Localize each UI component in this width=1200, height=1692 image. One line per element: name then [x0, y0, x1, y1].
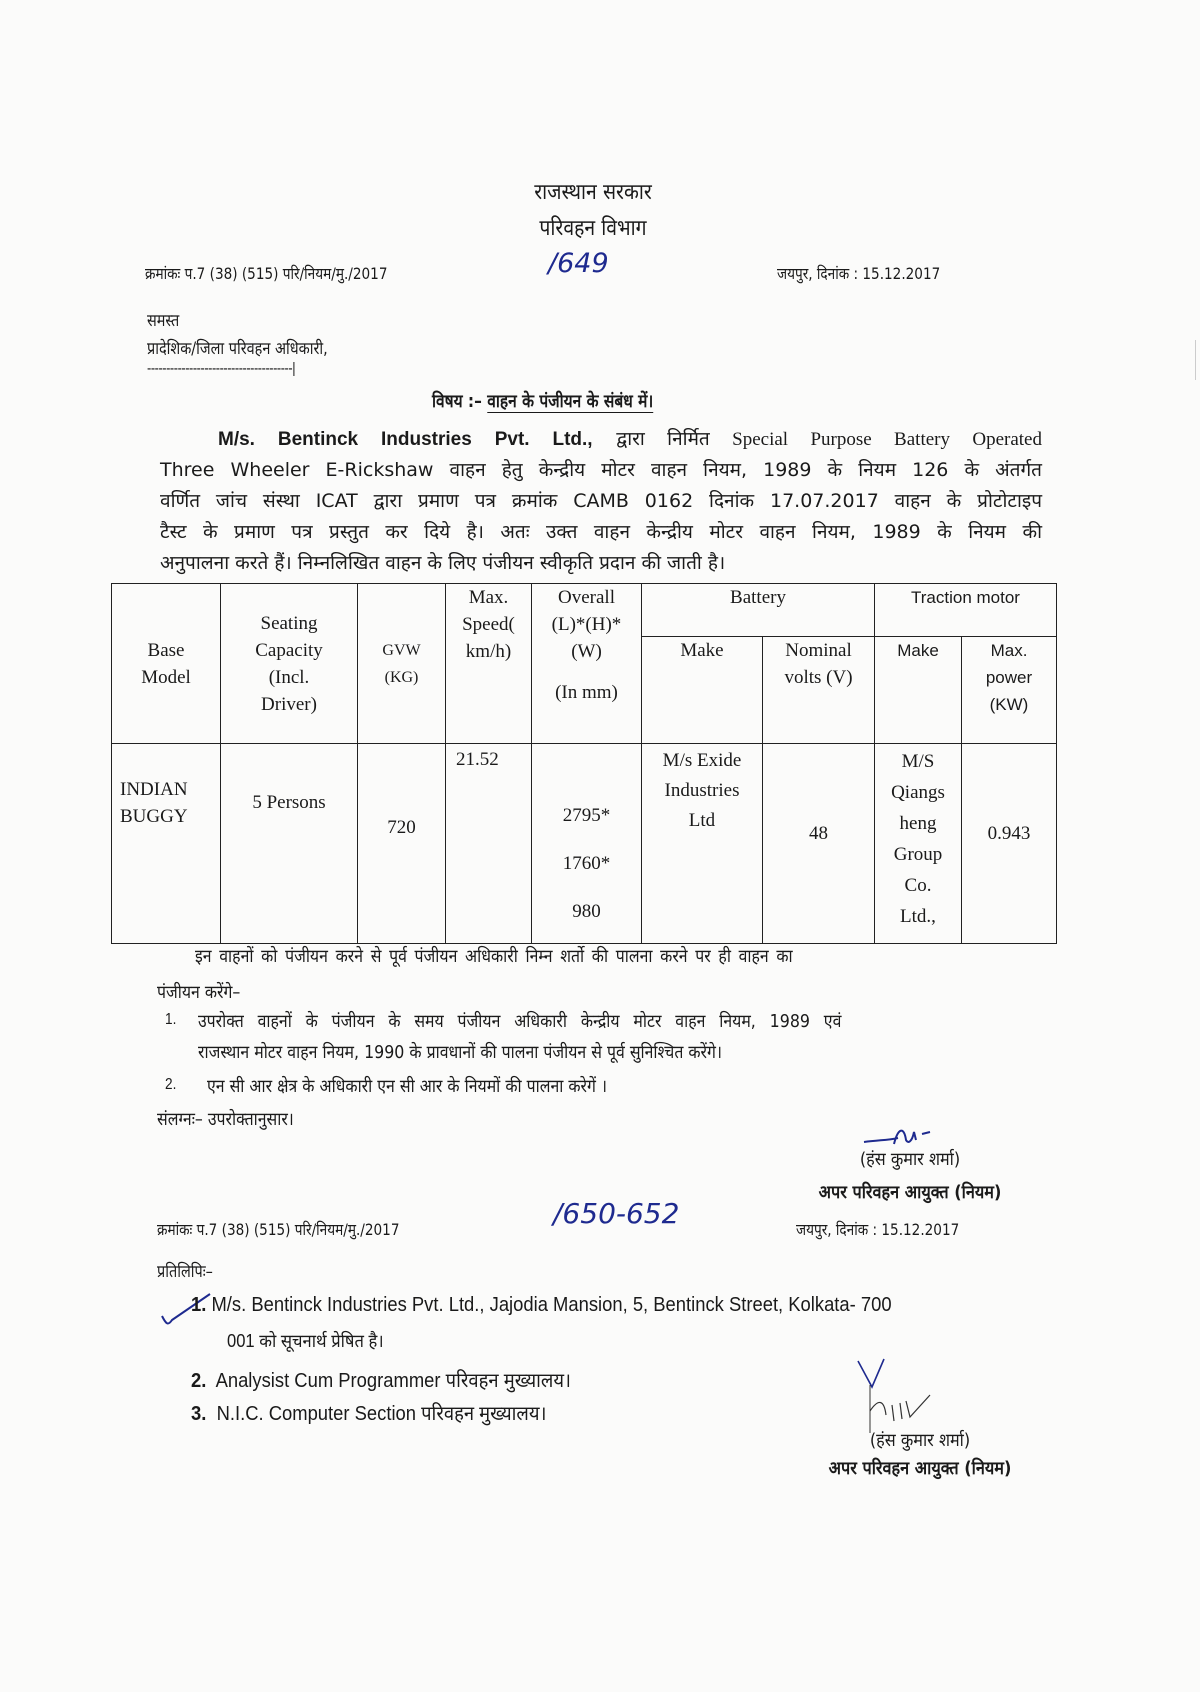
addressee-blank-line: --------------------------------------|: [147, 360, 296, 377]
company-name: M/s. Bentinck Industries Pvt. Ltd.,: [218, 429, 593, 450]
copy-item-1-number: 1.: [191, 1294, 207, 1316]
condition-2-number: 2.: [165, 1076, 177, 1093]
cell-base-model: INDIAN BUGGY: [112, 744, 221, 944]
cell-overall: 2795* 1760* 980: [532, 744, 642, 944]
copy-item-2: [191, 1366, 571, 1393]
cell-traction-make: M/S Qiangs heng Group Co. Ltd.,: [875, 744, 962, 944]
header-overall-dimensions: Overall (L)*(H)* (W) (In mm): [532, 584, 642, 744]
signature-scribble-1: [860, 1120, 950, 1150]
condition-1-number: 1.: [165, 1011, 177, 1028]
signatory-name-2: (हंस कुमार शर्मा): [869, 1430, 971, 1451]
header-battery: Battery: [642, 584, 875, 637]
scan-edge-mark: [1195, 340, 1196, 380]
place-date-2: जयपुर, दिनांक : 15.12.2017: [796, 1220, 960, 1239]
header-battery-make: Make: [642, 637, 763, 744]
cell-max-speed: 21.52: [446, 744, 532, 944]
main-paragraph: [160, 424, 1042, 579]
handwritten-dispatch-number-2: /650-652: [553, 1197, 680, 1230]
copy-item-1-line-1: M/s. Bentinck Industries Pvt. Ltd., Jajodia Mansion, 5, Bentinck Street, Kolkata- 700: [211, 1294, 892, 1316]
vehicle-spec-table: [111, 583, 1057, 944]
place-date: जयपुर, दिनांक : 15.12.2017: [777, 264, 941, 283]
paragraph-line: टैस्ट के प्रमाण पत्र प्रस्तुत कर दिये है। अतः उक्त वाहन केन्द्रीय मोटर वाहन नियम, 1989 के नियम की: [160, 521, 1042, 543]
condition-2-line-1: एन सी आर क्षेत्र के अधिकारी एन सी आर के नियमों की पालना करेगें ।: [207, 1076, 608, 1097]
copy-item-3-number: 3.: [191, 1403, 207, 1425]
conditions-intro-line-2: पंजीयन करेंगे–: [157, 982, 241, 1003]
cell-battery-volts: 48: [763, 744, 875, 944]
addressee-line-1: समस्त: [147, 311, 180, 331]
subject-text: वाहन के पंजीयन के संबंध में।: [487, 391, 654, 412]
copy-item-1: [191, 1294, 892, 1317]
copy-item-2-text: Analysist Cum Programmer परिवहन मुख्यालय।: [215, 1370, 572, 1392]
copy-item-3: [191, 1399, 547, 1426]
department-title: परिवहन विभाग: [539, 216, 647, 241]
reference-number: क्रमांकः प.7 (38) (515) परि/नियम/मु./2017: [145, 264, 388, 283]
government-title: राजस्थान सरकार: [534, 180, 652, 205]
table-row: [112, 744, 1057, 944]
addressee-line-2: प्रादेशिक/जिला परिवहन अधिकारी,: [147, 339, 328, 359]
header-max-speed: Max. Speed( km/h): [446, 584, 532, 744]
header-traction-make: Make: [875, 637, 962, 744]
conditions-intro-line-1: इन वाहनों को पंजीयन करने से पूर्व पंजीयन अधिकारी निम्न शर्तो की पालना करने पर ही वाहन का: [195, 946, 793, 967]
paragraph-line: वर्णित जांच संस्था ICAT द्वारा प्रमाण पत्र क्रमांक CAMB 0162 दिनांक 17.07.2017 वाहन के प्रोटोटाइप: [160, 490, 1042, 512]
header-gvw: GVW (KG): [358, 584, 446, 744]
header-traction-power: Max. power (KW): [962, 637, 1057, 744]
copy-to-label: प्रतिलिपिः–: [157, 1262, 213, 1282]
copy-item-2-number: 2.: [191, 1370, 207, 1392]
signatory-designation-1: अपर परिवहन आयुक्त (नियम): [818, 1182, 1002, 1203]
cell-seating: 5 Persons: [221, 744, 358, 944]
header-battery-volts: Nominal volts (V): [763, 637, 875, 744]
handwritten-dispatch-number: /649: [548, 248, 609, 279]
header-seating-capacity: Seating Capacity (Incl. Driver): [221, 584, 358, 744]
cell-gvw: 720: [358, 744, 446, 944]
signatory-designation-2: अपर परिवहन आयुक्त (नियम): [828, 1458, 1012, 1479]
paragraph-line: Three Wheeler E-Rickshaw वाहन हेतु केन्द्रीय मोटर वाहन नियम, 1989 के नियम 126 के अंतर्गत: [160, 459, 1042, 481]
condition-1-line-2: राजस्थान मोटर वाहन नियम, 1990 के प्रावधानों की पालना पंजीयन से पूर्व सुनिश्चित करेंगे।: [198, 1042, 722, 1063]
subject-line: [432, 389, 653, 413]
cell-traction-power: 0.943: [962, 744, 1057, 944]
cell-battery-make: M/s Exide Industries Ltd: [642, 744, 763, 944]
copy-item-3-text: N.I.C. Computer Section परिवहन मुख्यालय।: [216, 1403, 547, 1425]
signatory-name-1: (हंस कुमार शर्मा): [859, 1149, 961, 1170]
paragraph-line: अनुपालना करते हैं। निम्नलिखित वाहन के लिए पंजीयन स्वीकृति प्रदान की जाती है।: [160, 552, 726, 574]
header-traction-motor: Traction motor: [875, 584, 1057, 637]
header-base-model: Base Model: [112, 584, 221, 744]
reference-number-2: क्रमांकः प.7 (38) (515) परि/नियम/मु./2017: [157, 1220, 400, 1239]
condition-1-line-1: उपरोक्त वाहनों के पंजीयन के समय पंजीयन अधिकारी केन्द्रीय मोटर वाहन नियम, 1989 एवं: [198, 1011, 842, 1032]
copy-item-1-line-2: 001 को सूचनार्थ प्रेषित है।: [227, 1331, 384, 1351]
enclosure-note: संलग्नः– उपरोक्तानुसार।: [157, 1109, 294, 1130]
paragraph-line: M/s. Bentinck Industries Pvt. Ltd., द्वारा निर्मित Special Purpose Battery Operated: [218, 429, 1042, 450]
subject-label: विषय :–: [432, 391, 482, 412]
